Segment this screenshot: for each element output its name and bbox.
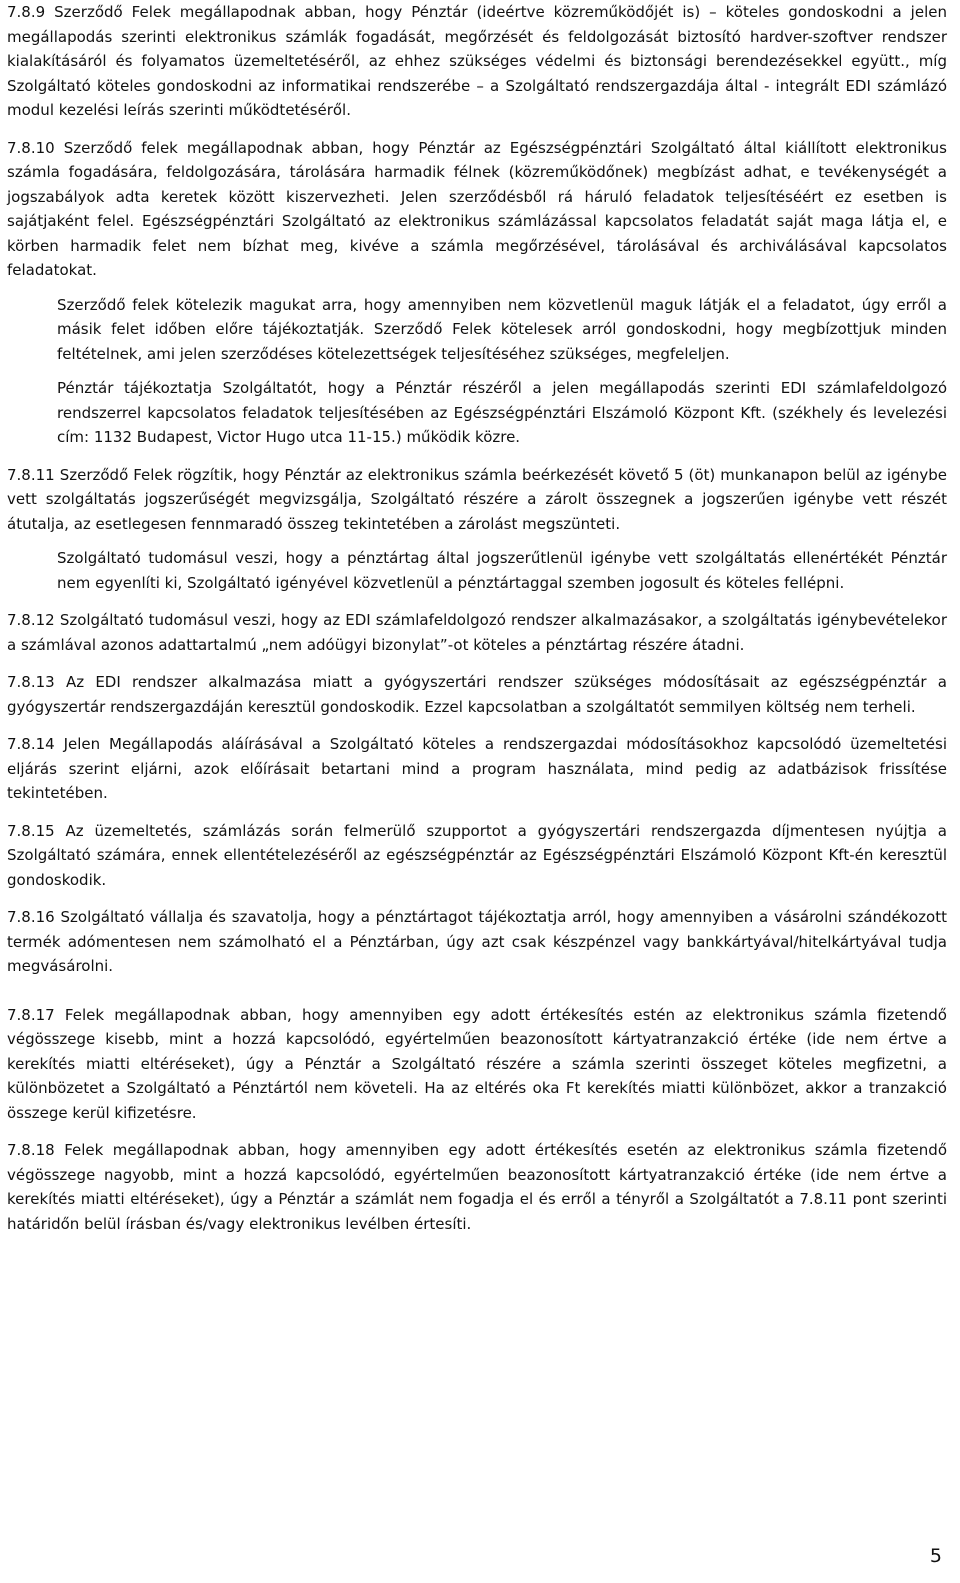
section-7-8-9 bbox=[7, 0, 947, 123]
page-number: 5 bbox=[929, 1545, 942, 1567]
section-7-8-10 bbox=[7, 136, 947, 450]
section-7-8-15 bbox=[7, 819, 947, 893]
section-7-8-18 bbox=[7, 1138, 947, 1236]
section-7-8-12 bbox=[7, 608, 947, 657]
section-7-8-16 bbox=[7, 905, 947, 979]
section-subparagraph: Szerződő felek kötelezik magukat arra, hogy amennyiben nem közvetlenül maguk látják el a feladatot, úgy erről a másik felet időben előre tájékoztatják. Szerződő Felek kötelesek arról gondoskodni, hogy megbízottjuk minden feltételnek, ami jelen szerződéses kötelezettségek teljesítéséhez szükséges, megfeleljen. bbox=[57, 295, 947, 363]
section-7-8-17 bbox=[7, 1003, 947, 1126]
section-text: Jelen Megállapodás aláírásával a Szolgáltató köteles a rendszergazdai módosításokhoz kapcsolódó üzemeltetési eljárás szerint eljárni, azok előírásait betartani mind a program használata, mind pedig az adatbázisok frissítése tekintetében. bbox=[7, 735, 947, 802]
section-number: 7.8.14 bbox=[7, 735, 55, 753]
section-text: Az EDI rendszer alkalmazása miatt a gyógyszertári rendszer szükséges módosításait az egészségpénztár a gyógyszertár rendszergazdáján keresztül gondoskodik. Ezzel kapcsolatban a szolgáltatót semmilyen költség nem terheli. bbox=[7, 673, 947, 716]
section-text: Szolgáltató tudomásul veszi, hogy az EDI számlafeldolgozó rendszer alkalmazásakor, a szolgáltatás igénybevételekor a számlával azonos adattartalmú „nem adóügyi bizonylat”-ot köteles a pénztártag részére átadni. bbox=[7, 611, 947, 654]
section-text: Szerződő felek megállapodnak abban, hogy Pénztár az Egészségpénztári Szolgáltató által kiállított elektronikus számla fogadására, feldolgozására, tárolására harmadik félnek (közreműködőnek) megbízást adhat, e tevékenységét a jogszabályok adta keretek között kiszervezheti. Jelen szerződésből rá háruló feladatok teljesítéséért ez esetben is sajátjaként felel. Egészségpénztári Szolgáltató az elektronikus számlázással kapcsolatos feladatát saját maga látja el, e körben harmadik felet nem bízhat meg, kivéve a számla megőrzésével, tárolásával és archiválásával kapcsolatos feladatokat. bbox=[7, 138, 947, 279]
section-7-8-11 bbox=[7, 463, 947, 596]
section-subparagraph: Szolgáltató tudomásul veszi, hogy a pénztártag által jogszerűtlenül igénybe vett szolgáltatás ellenértékét Pénztár nem egyenlíti ki, Szolgáltató igényével közvetlenül a pénztártaggal szemben jogosult és köteles fellépni. bbox=[57, 549, 947, 592]
section-text: Felek megállapodnak abban, hogy amennyiben egy adott értékesítés esetén az elektronikus számla fizetendő végösszege nagyobb, mint a hozzá kapcsolódó, egyértelműen beazonosított kártyatranzakció értéke (ide nem értve a kerekítés miatti eltéréseket), úgy a Pénztár a számlát nem fogadja el és erről a tényről a Szolgáltatót a 7.8.11 pont szerinti határidőn belül írásban és/vagy elektronikus levélben értesíti. bbox=[7, 1141, 947, 1233]
section-number: 7.8.18 bbox=[7, 1141, 55, 1159]
section-7-8-14 bbox=[7, 732, 947, 806]
section-text: Az üzemeltetés, számlázás során felmerülő szupportot a gyógyszertári rendszergazda díjmentesen nyújtja a Szolgáltató számára, ennek ellentételezéséről az egészségpénztár az Egészségpénztári Elszámoló Központ Kft-én keresztül gondoskodik. bbox=[7, 821, 947, 889]
section-number: 7.8.15 bbox=[7, 821, 55, 840]
section-number: 7.8.10 bbox=[7, 138, 55, 157]
section-text: Szerződő Felek rögzítik, hogy Pénztár az elektronikus számla beérkezését követő 5 (öt) munkanapon belül az igénybe vett szolgáltatás jogszerűségét megvizsgálja, Szolgáltató részére a zárolt összegnek a jogszerűen igénybe vett részét átutalja, az esetlegesen fennmaradó összeg tekintetében a zárolást megszünteti. bbox=[7, 465, 947, 533]
section-subparagraph: Pénztár tájékoztatja Szolgáltatót, hogy a Pénztár részéről a jelen megállapodás szerinti EDI számlafeldolgozó rendszerrel kapcsolatos feladatok teljesítésében az Egészségpénztári Elszámoló Központ Kft. (székhely és levelezési cím: 1132 Budapest, Victor Hugo utca 11-15.) működik közre. bbox=[57, 379, 947, 446]
section-number: 7.8.9 bbox=[7, 3, 46, 21]
section-7-8-13 bbox=[7, 670, 947, 719]
section-number: 7.8.16 bbox=[7, 908, 55, 926]
section-number: 7.8.17 bbox=[7, 1005, 55, 1024]
section-text: Felek megállapodnak abban, hogy amennyiben egy adott értékesítés estén az elektronikus számla fizetendő végösszege kisebb, mint a hozzá kapcsolódó, egyértelműen beazonosított kártyatranzakció értéke (ide nem értve a kerekítés miatti eltéréseket), úgy a Pénztár a Szolgáltató részére a számla szerinti összeget köteles megfizetni, a különbözetet a Szolgáltató a Pénztártól nem követeli. Ha az eltérés oka Ft kerekítés miatti különbözet, akkor a tranzakció összege kerül kifizetésre. bbox=[7, 1005, 947, 1122]
document-page bbox=[7, 0, 947, 1236]
section-text: Szerződő Felek megállapodnak abban, hogy Pénztár (ideértve közreműködőjét is) – köteles gondoskodni a jelen megállapodás szerinti elektronikus számlák fogadását, megőrzését és feldolgozását biztosító hardver-szoftver rendszer kialakításáról és folyamatos üzemeltetéséről, az ehhez szükséges védelmi és biztonsági berendezésekkel együtt., míg Szolgáltató köteles gondoskodni az informatikai rendszerébe – a Szolgáltató rendszergazdája által - integrált EDI számlázó modul kezelési leírás szerinti működtetéséről. bbox=[7, 3, 947, 119]
section-number: 7.8.11 bbox=[7, 465, 55, 484]
section-number: 7.8.13 bbox=[7, 673, 55, 691]
section-text: Szolgáltató vállalja és szavatolja, hogy a pénztártagot tájékoztatja arról, hogy amennyiben a vásárolni szándékozott termék adómentesen nem számolható el a Pénztárban, úgy azt csak készpénzel vagy bankkártyával/hitelkártyával tudja megvásárolni. bbox=[7, 908, 947, 975]
section-number: 7.8.12 bbox=[7, 611, 55, 629]
